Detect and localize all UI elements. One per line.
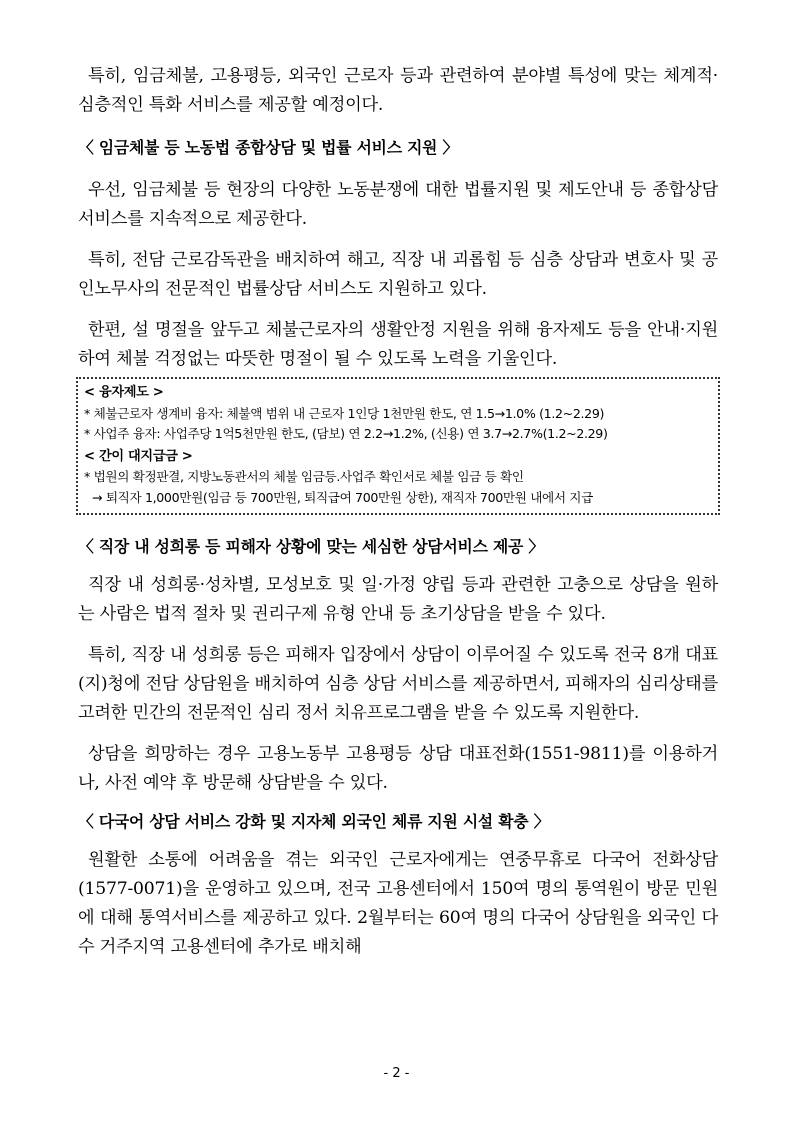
page-number: - 2 - [383, 1066, 410, 1081]
paragraph: 원활한 소통에 어려움을 겪는 외국인 근로자에게는 연중무휴로 다국어 전화상담(1577-0071)을 운영하고 있으며, 전국 고용센터에서 150여 명의 통역원이 방문 민원에 대해 통역서비스를 제공하고 있다. 2월부터는 60여 명의 다국어 상담원을 외국인 다수 거주지역 고용센터에 추가로 배치해 [78, 850, 718, 957]
paragraph: 상담을 희망하는 경우 고용노동부 고용평등 상담 대표전화(1551-9811)를 이용하거나, 사전 예약 후 방문해 상담받을 수 있다. [78, 744, 718, 793]
info-box [76, 377, 720, 515]
loan-item: * 체불근로자 생계비 융자: 체불액 범위 내 근로자 1인당 1천만원 한도, 연 1.5→1.0% (1.2~2.29) [84, 405, 605, 421]
paragraph: 특히, 전담 근로감독관을 배치하여 해고, 직장 내 괴롭힘 등 심층 상담과 변호사 및 공인노무사의 전문적인 법률상담 서비스도 지원하고 있다. [78, 250, 718, 299]
grant-item: * 법원의 확정판결, 지방노동관서의 체불 임금등.사업주 확인서로 체불 임금 등 확인 [84, 469, 524, 484]
document-body [78, 62, 718, 962]
loan-box-title: < 융자제도 > [84, 385, 164, 400]
paragraph: 특히, 직장 내 성희롱 등은 피해자 입장에서 상담이 이루어질 수 있도록 전국 8개 대표(지)청에 전담 상담원을 배치하여 심층 상담 서비스를 제공하면서, 피해자의 심리상태를 고려한 민간의 전문적인 심리 정서 치유프로그램을 받을 수 있도록 지원한다. [78, 645, 718, 723]
grant-box-title: < 간이 대지급금 > [84, 448, 193, 464]
paragraph: 우선, 임금체불 등 현장의 다양한 노동분쟁에 대한 법률지원 및 제도안내 등 종합상담 서비스를 지속적으로 제공한다. [78, 180, 718, 229]
loan-item: * 사업주 융자: 사업주당 1억5천만원 한도, (담보) 연 2.2→1.2%, (신용) 연 3.7→2.7%(1.2~2.29) [84, 426, 608, 441]
paragraph: 한편, 설 명절을 앞두고 체불근로자의 생활안정 지원을 위해 융자제도 등을 안내·지원하여 체불 걱정없는 따뜻한 명절이 될 수 있도록 노력을 기울인다. [78, 320, 718, 369]
paragraph: 직장 내 성희롱·성차별, 모성보호 및 일·가정 양립 등과 관련한 고충으로 상담을 원하는 사람은 법적 절차 및 권리구제 유형 안내 등 초기상담을 받을 수 있다. [78, 575, 718, 624]
section-heading-wage-arrears: 〈 임금체불 등 노동법 종합상담 및 법률 서비스 지원 〉 [78, 138, 459, 157]
grant-item: → 퇴직자 1,000만원(임금 등 700만원, 퇴직급여 700만원 상한), 재직자 700만원 내에서 지급 [92, 489, 593, 505]
section-heading-harassment: 〈 직장 내 성희롱 등 피해자 상황에 맞는 세심한 상담서비스 제공 〉 [78, 537, 544, 556]
intro-paragraph: 특히, 임금체불, 고용평등, 외국인 근로자 등과 관련하여 분야별 특성에 맞는 체계적·심층적인 특화 서비스를 제공할 예정이다. [78, 66, 718, 115]
section-heading-multilingual: 〈 다국어 상담 서비스 강화 및 지자체 외국인 체류 지원 시설 확충 〉 [78, 812, 550, 831]
